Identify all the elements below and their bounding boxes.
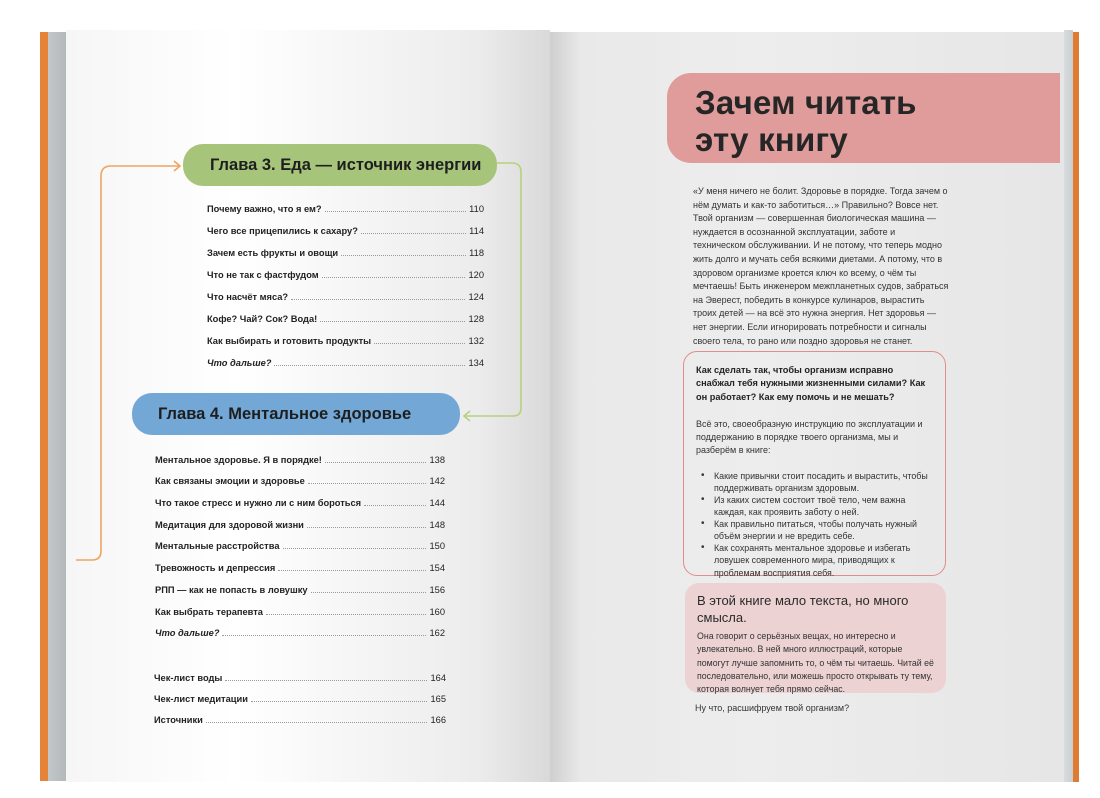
toc-entry[interactable]: Почему важно, что я ем? 110 [207, 196, 484, 218]
filled-callout-title: В этой книге мало текста, но много смысла. [697, 593, 909, 625]
page-stack-left [48, 32, 66, 781]
toc-entry[interactable]: Ментальные расстройства 150 [155, 534, 445, 556]
page-number: 164 [430, 673, 446, 683]
leader-dots [325, 211, 467, 212]
callout-text: Всё это, своеобразную инструкцию по эксплуатации и поддержанию в порядке твоего организма, мы и разберём в книге: [696, 418, 923, 456]
leader-dots [307, 527, 427, 528]
page-number: 120 [468, 270, 484, 280]
filled-callout-text: Она говорит о серьёзных вещах, но интересно и увлекательно. В ней много иллюстраций, которые помогут лучше запомнить то, о чём ты читаешь. Читай её последовательно, или можешь просто открывать ту тему, которая волнует тебя прямо сейчас. [697, 631, 934, 695]
page-number: 118 [469, 248, 484, 258]
page-number: 166 [430, 715, 446, 725]
closing-line: Ну что, расшифруем твой организм? [695, 703, 850, 713]
leader-dots [278, 570, 426, 571]
page-number: 142 [429, 476, 445, 487]
toc-entry[interactable]: Медитация для здоровой жизни 148 [155, 512, 445, 534]
toc-entry[interactable]: Как выбрать терапевта 160 [155, 599, 445, 621]
chapter-3-title: Глава 3. Еда — источник энергии [210, 155, 482, 174]
leader-dots [308, 483, 427, 484]
leader-dots [266, 614, 427, 615]
page-title [667, 73, 1060, 163]
chapter-4-heading [132, 393, 460, 435]
chapter-3-heading [183, 144, 497, 186]
page-number: 160 [429, 606, 445, 617]
page-title-line-2: эту книгу [695, 121, 848, 158]
page-number: 114 [469, 226, 484, 236]
bullet-item: • Как правильно питаться, чтобы получать нужный объём энергии и не вредить себе. [696, 518, 933, 542]
toc-entry[interactable]: РПП — как не попасть в ловушку 156 [155, 577, 445, 599]
page-number: 110 [469, 204, 484, 214]
leader-dots [222, 635, 426, 636]
outlined-callout-box [683, 351, 946, 576]
book-cover-edge-left [40, 32, 48, 781]
page-number: 154 [429, 563, 445, 574]
toc-entry[interactable]: Источники 166 [154, 708, 446, 729]
leader-dots [325, 462, 427, 463]
leader-dots [206, 722, 428, 723]
page-stack-right [1064, 30, 1073, 782]
leader-dots [320, 321, 465, 322]
toc-entry[interactable]: Зачем есть фрукты и овощи 118 [207, 240, 484, 262]
page-number: 144 [429, 498, 445, 509]
toc-entry[interactable]: Как выбирать и готовить продукты 132 [207, 328, 484, 350]
bullet-item: • Как сохранять ментальное здоровье и избегать ловушек современного мира, приводящих к проблемам восприятия себя. [696, 542, 933, 578]
toc-entry[interactable]: Тревожность и депрессия 154 [155, 555, 445, 577]
toc-entry[interactable]: Что дальше? 134 [207, 350, 484, 372]
page-number: 148 [429, 519, 445, 530]
bullet-item: • Из каких систем состоит твоё тело, чем важна каждая, как проявить заботу о ней. [696, 494, 933, 518]
page-number: 138 [429, 454, 445, 465]
chapter-4-title: Глава 4. Ментальное здоровье [158, 404, 412, 423]
toc-entry[interactable]: Чек-лист медитации 165 [154, 687, 446, 708]
appendix-toc [154, 666, 446, 729]
leader-dots [251, 701, 428, 702]
page-number: 132 [468, 336, 484, 346]
toc-entry[interactable]: Ментальное здоровье. Я в порядке! 138 [155, 447, 445, 469]
toc-entry[interactable]: Кофе? Чай? Сок? Вода! 128 [207, 306, 484, 328]
toc-entry[interactable]: Что насчёт мяса? 124 [207, 284, 484, 306]
leader-dots [364, 505, 426, 506]
leader-dots [311, 592, 427, 593]
page-number: 128 [468, 314, 484, 324]
toc-entry[interactable]: Что не так с фастфудом 120 [207, 262, 484, 284]
book-cover-edge-right [1073, 32, 1079, 782]
chapter-3-toc [207, 196, 484, 372]
page-number: 162 [429, 628, 445, 639]
toc-entry[interactable]: Что дальше? 162 [155, 621, 445, 643]
bullet-item: • Какие привычки стоит посадить и вырастить, чтобы поддерживать организм здоровым. [696, 470, 933, 494]
page-number: 134 [468, 358, 484, 368]
page-number: 124 [468, 292, 484, 302]
leader-dots [322, 277, 466, 278]
toc-entry[interactable]: Что такое стресс и нужно ли с ним бороться 144 [155, 490, 445, 512]
page-title-line-1: Зачем читать [695, 84, 917, 121]
leader-dots [274, 365, 465, 366]
toc-entry[interactable]: Как связаны эмоции и здоровье 142 [155, 469, 445, 491]
filled-callout-box [685, 583, 946, 693]
leader-dots [361, 233, 466, 234]
intro-paragraph: «У меня ничего не болит. Здоровье в порядке. Тогда зачем о нём думать и как-то заботиться…» Правильно? Вовсе нет. Твой организм — совершенная биологическая машина — нуждается в осознанной эксплуатации, заботе и техническом обслуживании. И не потому, что теперь модно жить долго и мучать себя всякими диетами. А потому, что в здоровом организме кроется ключ ко всему, о чём ты мечтаешь! Быть инженером межпланетных судов, забраться на Эверест, победить в конкурсе кулинаров, вырастить троих детей — на всё это нужна энергия. Нет здоровья — нет энергии. Если игнорировать потребности и сигналы своего тела, то рано или поздно здоровья не станет. [693, 186, 949, 346]
chapter-4-toc [155, 447, 445, 642]
toc-entry[interactable]: Чего все прицепились к сахару? 114 [207, 218, 484, 240]
leader-dots [341, 255, 466, 256]
leader-dots [291, 299, 465, 300]
leader-dots [374, 343, 465, 344]
leader-dots [225, 680, 427, 681]
leader-dots [283, 548, 427, 549]
page-number: 150 [429, 541, 445, 552]
page-number: 156 [429, 584, 445, 595]
toc-entry[interactable]: Чек-лист воды 164 [154, 666, 446, 687]
callout-bullet-list [696, 470, 933, 579]
page-number: 165 [430, 694, 446, 704]
callout-question: Как сделать так, чтобы организм исправно снабжал тебя нужными жизненными силами? Как он работает? Как ему помочь и не мешать? [696, 365, 926, 402]
